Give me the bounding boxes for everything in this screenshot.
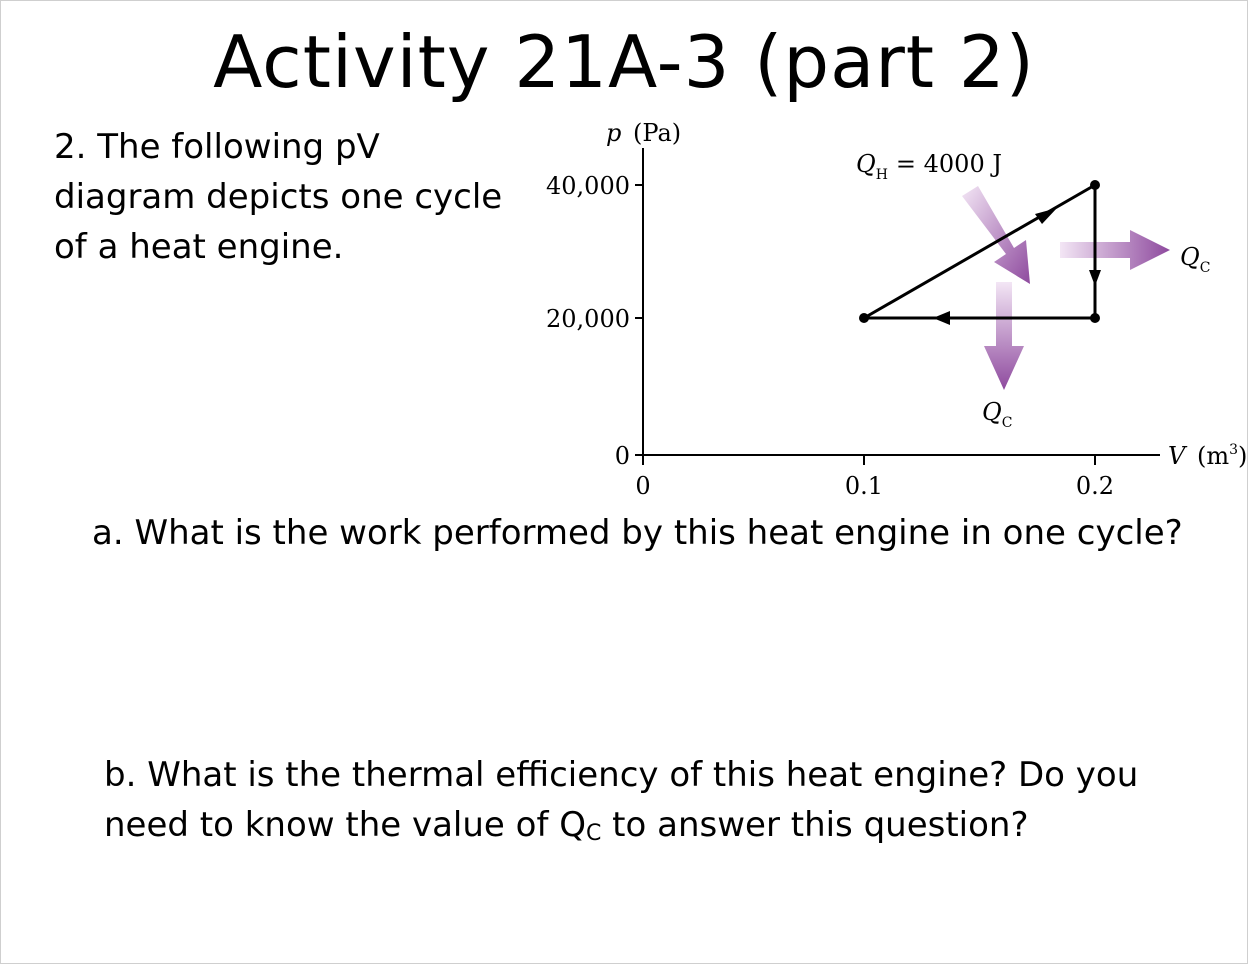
question-b-subscript: C (586, 821, 602, 846)
qh-label-sub: H (875, 167, 888, 183)
state-point (1090, 313, 1100, 323)
y-tick-label: 40,000 (546, 172, 630, 200)
qc-down-arrow (984, 282, 1024, 390)
x-tick-label: 0.1 (844, 472, 884, 500)
pv-diagram (520, 110, 1248, 510)
y-tick-label: 20,000 (546, 305, 630, 333)
qh-label-value: = 4000 J (895, 150, 1002, 178)
qc-right-sub: C (1199, 260, 1211, 276)
state-point (1090, 180, 1100, 190)
x-tick-label: 0 (635, 472, 651, 500)
question-b-text: b. What is the thermal efficiency of this heat engine? Do you need to know the value of Q (104, 755, 1139, 845)
question-b-text-end: to answer this question? (601, 805, 1029, 845)
direction-arrow-up-right (1035, 208, 1057, 224)
x-tick-label: 0.2 (1075, 472, 1115, 500)
y-axis-label (606, 119, 681, 147)
question-a: a. What is the work performed by this heat engine in one cycle? (92, 513, 1183, 553)
direction-arrow-down (1089, 270, 1101, 286)
qc-right-var: Q (1180, 243, 1200, 271)
qh-in-arrow (962, 186, 1030, 284)
qc-right-label (1180, 243, 1210, 276)
slide-title: Activity 21A-3 (part 2) (213, 20, 1035, 104)
qc-bottom-var: Q (982, 398, 1002, 426)
qh-label (856, 150, 1002, 183)
x-axis-label (1168, 442, 1247, 470)
x-axis-unit: (m (1196, 442, 1230, 470)
qc-right-arrow (1060, 230, 1170, 270)
qh-label-var: Q (856, 150, 876, 178)
state-point (859, 313, 869, 323)
direction-arrow-left (933, 311, 950, 325)
qc-bottom-label (982, 398, 1012, 431)
intro-text: 2. The following pV diagram depicts one cycle of a heat engine. (54, 127, 503, 267)
x-axis-var: V (1168, 442, 1186, 470)
qc-bottom-sub: C (1001, 415, 1013, 431)
x-axis-close: ) (1238, 442, 1248, 470)
question-b (104, 750, 1224, 859)
y-tick-label: 0 (614, 442, 630, 470)
y-axis-var: p (606, 119, 622, 147)
y-axis-unit: (Pa) (633, 119, 682, 147)
x-axis-exp: 3 (1229, 442, 1239, 458)
